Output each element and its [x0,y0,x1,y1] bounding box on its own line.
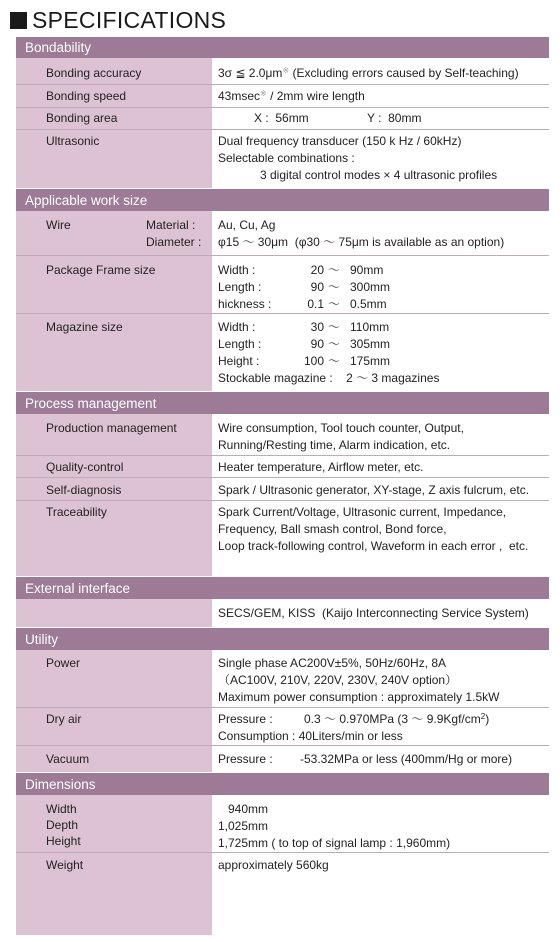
tilde-glyph: ～ [328,320,341,334]
section-header-external-interface: External interface [16,577,549,599]
section-header-utility: Utility [16,628,549,650]
vacuum-value: -53.32MPa or less (400mm/Hg or more) [300,752,513,766]
self-diagnosis-label: Self-diagnosis [46,483,122,497]
page-title: SPECIFICATIONS [32,6,227,33]
ultrasonic-line-3: 3 digital control modes × 4 ultrasonic profiles [260,168,498,182]
depth-label: Depth [46,818,79,832]
external-label-column [16,599,212,627]
magazine-row-max: 305mm [350,337,391,351]
bonding-accuracy-label: Bonding accuracy [46,66,142,80]
magazine-row-max: 110mm [350,320,390,334]
section-header-applicable-work-size: Applicable work size [16,189,549,211]
dry-air-consumption: Consumption : 40Liters/min or less [218,729,403,743]
magazine-row-min: 90 [310,337,324,351]
material-value: Au, Cu, Ag [218,218,276,232]
bonding-area-y: Y : 80mm [367,111,422,125]
row-separator [16,313,549,314]
package-row-max: 90mm [350,263,384,277]
row-separator [16,455,549,456]
production-line-1: Wire consumption, Tool touch counter, Output, [218,421,464,435]
dry-air-label: Dry air [46,712,82,726]
power-label: Power [46,656,81,670]
row-separator [16,852,549,853]
traceability-line-1: Spark Current/Voltage, Ultrasonic current, Impedance, [218,505,507,519]
row-separator [16,255,549,256]
package-row-min: 20 [310,263,324,277]
magazine-row-name: Height : [218,354,260,368]
depth-value: 1,025mm [218,819,269,833]
package-frame-size-label: Package Frame size [46,263,156,277]
power-line-1: Single phase AC200V±5%, 50Hz/60Hz, 8A [218,656,447,670]
power-line-2: （AC100V, 210V, 220V, 230V, 240V option） [218,673,458,687]
material-label: Material : [146,218,196,232]
magazine-row-name: Length : [218,337,262,351]
diameter-value: φ15 ～ 30μm (φ30 ～ 75μm is available as an option) [218,235,505,249]
width-value: 940mm [228,802,269,816]
asterisk-mark-icon: ※ [282,66,290,75]
ultrasonic-line-1: Dual frequency transducer (150 k Hz / 60kHz) [218,134,462,148]
vacuum-label: Vacuum [46,752,90,766]
row-separator [16,707,549,708]
vacuum-pressure-label: Pressure : [218,752,273,766]
row-separator [16,477,549,478]
title-row [10,6,226,34]
height-value: 1,725mm ( to top of signal lamp : 1,960mm) [218,836,451,850]
diameter-label: Diameter : [146,235,202,249]
magazine-row-name: Width : [218,320,256,334]
traceability-label: Traceability [46,505,107,519]
section-header-bondability: Bondability [16,37,549,58]
black-square-icon [10,12,27,29]
row-separator [16,745,549,746]
traceability-line-3: Loop track-following control, Waveform in each error , etc. [218,539,529,553]
production-management-label: Production management [46,421,177,435]
package-row-name: Length : [218,280,262,294]
bonding-speed-value: 43msec※ / 2mm wire length [218,89,365,103]
production-line-2: Running/Resting time, Alarm indication, etc. [218,438,451,452]
section-header-dimensions: Dimensions [16,773,549,795]
package-row-max: 0.5mm [350,297,387,311]
bonding-area-x: X : 56mm [254,111,309,125]
asterisk-mark-icon: ※ [260,89,267,98]
external-interface-value: SECS/GEM, KISS (Kaijo Interconnecting Service System) [218,606,529,620]
dry-air-pressure-value: 0.3 ～ 0.970MPa (3 ～ $9.9Kgf/cm^2$) [304,712,490,726]
width-label: Width [46,802,77,816]
magazine-row-min: 100 [303,354,324,368]
row-separator [16,84,549,85]
package-row-max: 300mm [350,280,391,294]
ultrasonic-line-2: Selectable combinations : [218,151,355,165]
weight-label: Weight [46,858,84,872]
tilde-glyph: ～ [328,337,341,351]
section-header-process-management: Process management [16,392,549,414]
magazine-row-max: 175mm [350,354,391,368]
package-row-min: 90 [310,280,324,294]
package-row-min: 0.1 [307,297,324,311]
quality-control-value: Heater temperature, Airflow meter, etc. [218,460,424,474]
row-separator [16,107,549,108]
power-line-3: Maximum power consumption : approximately 1.5kW [218,690,500,704]
tilde-glyph: ～ [328,280,341,294]
bonding-speed-label: Bonding speed [46,89,127,103]
quality-control-label: Quality-control [46,460,124,474]
traceability-line-2: Frequency, Ball smash control, Bond force, [218,522,447,536]
tilde-glyph: ～ [328,297,341,311]
self-diagnosis-value: Spark / Ultrasonic generator, XY-stage, Z axis fulcrum, etc. [218,483,530,497]
package-row-name: Width : [218,263,256,277]
wire-label: Wire [46,218,71,232]
ultrasonic-label: Ultrasonic [46,134,100,148]
bonding-area-label: Bonding area [46,111,118,125]
package-row-name: hickness : [218,297,272,311]
row-separator [16,500,549,501]
magazine-size-label: Magazine size [46,320,123,334]
tilde-glyph: ～ [328,263,341,277]
stockable-magazine: Stockable magazine : 2 ～ 3 magazines [218,371,440,385]
height-label: Height [46,834,81,848]
tilde-glyph: ～ [328,354,341,368]
magazine-row-min: 30 [310,320,324,334]
weight-value: approximately 560kg [218,858,329,872]
dry-air-pressure-label: Pressure : [218,712,273,726]
row-separator [16,129,549,130]
bonding-accuracy-value: 3σ ≦ 2.0μm※ (Excluding errors caused by Self-teaching) [218,66,519,80]
